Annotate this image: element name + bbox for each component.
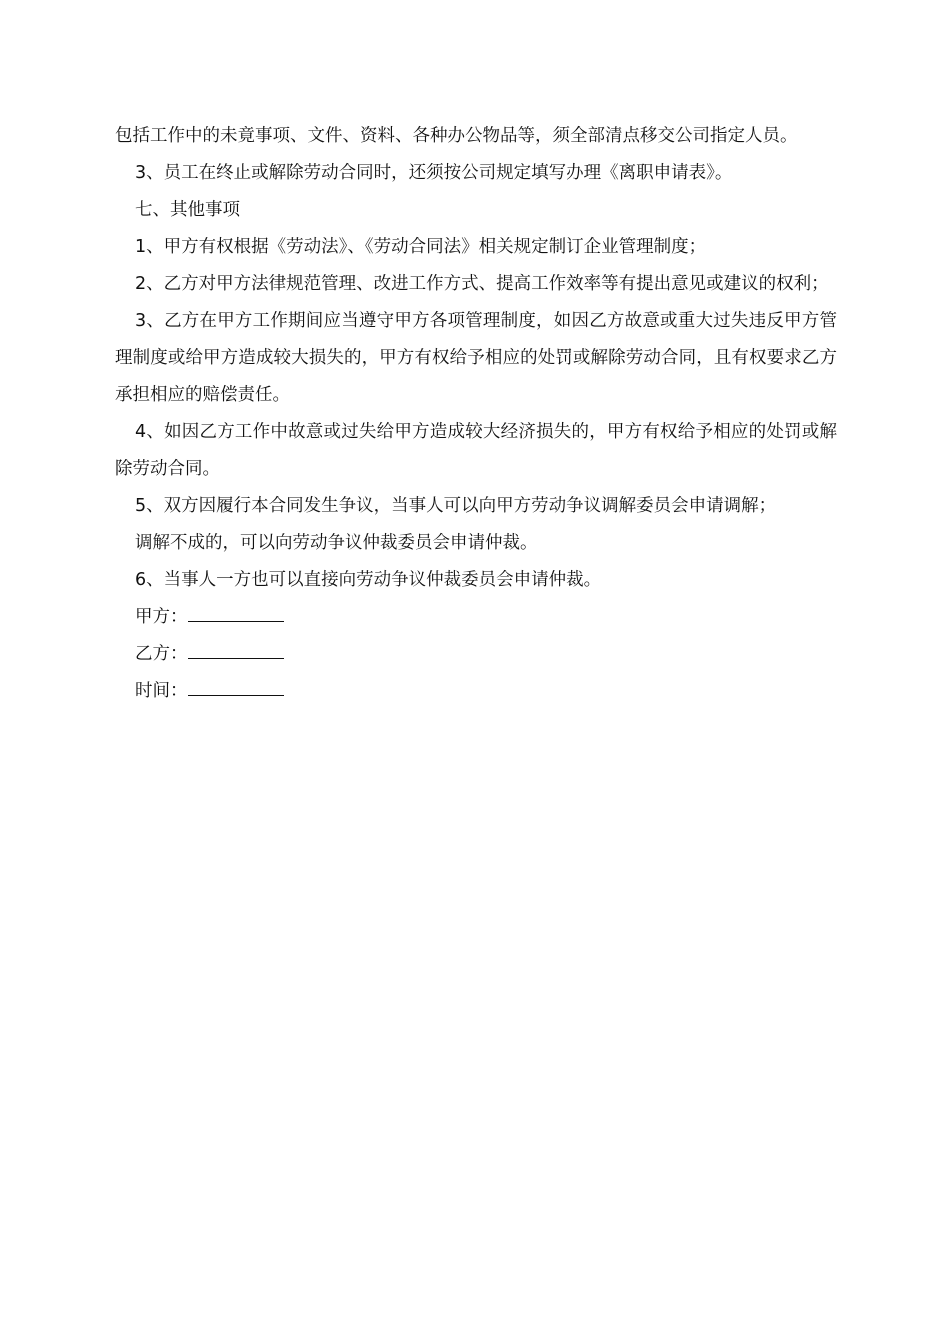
signature-party-a xyxy=(115,599,837,636)
date-blank-line xyxy=(188,681,284,696)
paragraph-clause-2: 2、乙方对甲方法律规范管理、改进工作方式、提高工作效率等有提出意见或建议的权利； xyxy=(135,274,829,294)
signature-date xyxy=(115,673,837,710)
party-a-blank-line xyxy=(188,607,284,622)
party-b-blank-line xyxy=(188,644,284,659)
paragraph-resignation-form: 3、员工在终止或解除劳动合同时，还须按公司规定填写办理《离职申请表》。 xyxy=(135,163,733,183)
section-heading-other-matters: 七、其他事项 xyxy=(135,200,240,220)
paragraph-handover: 包括工作中的未竟事项、文件、资料、各种办公物品等，须全部清点移交公司指定人员。 xyxy=(115,126,798,146)
paragraph-clause-4: 4、如因乙方工作中故意或过失给甲方造成较大经济损失的，甲方有权给予相应的处罚或解除劳动合同。 xyxy=(115,422,837,479)
paragraph-clause-1: 1、甲方有权根据《劳动法》、《劳动合同法》相关规定制订企业管理制度； xyxy=(135,237,707,257)
date-label: 时间： xyxy=(135,681,188,701)
document-body xyxy=(115,118,837,710)
paragraph-clause-6: 6、当事人一方也可以直接向劳动争议仲裁委员会申请仲裁。 xyxy=(135,570,602,590)
paragraph-clause-5-continued: 调解不成的，可以向劳动争议仲裁委员会申请仲裁。 xyxy=(135,533,538,553)
party-a-label: 甲方： xyxy=(135,607,188,627)
party-b-label: 乙方： xyxy=(135,644,188,664)
paragraph-clause-5: 5、双方因履行本合同发生争议，当事人可以向甲方劳动争议调解委员会申请调解； xyxy=(135,496,777,516)
signature-party-b xyxy=(115,636,837,673)
paragraph-clause-3: 3、乙方在甲方工作期间应当遵守甲方各项管理制度，如因乙方故意或重大过失违反甲方管理制度或给甲方造成较大损失的，甲方有权给予相应的处罚或解除劳动合同，且有权要求乙方承担相应的赔偿责任。 xyxy=(115,311,837,405)
